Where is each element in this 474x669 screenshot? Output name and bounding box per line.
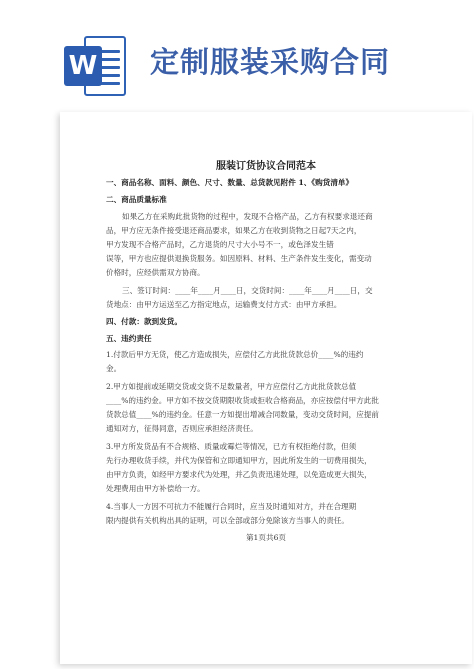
doc-line — [100, 74, 120, 77]
word-doc-icon — [64, 36, 126, 98]
page-number: 第1页共6页 — [245, 533, 287, 542]
doc-line — [100, 58, 120, 61]
paragraph-line: 甲方发现不合格产品时，乙方退货的尺寸大小号不一，或色泽发生错 — [106, 240, 334, 249]
paragraph-line: 4.当事人一方因不可抗力不能履行合同时，应当及时通知对方，并在合理期 — [106, 502, 357, 511]
paragraph-line: 金。 — [106, 364, 122, 373]
paragraph-line: 三、签订时间：____年____月____日，交货时间：____年____月____日，交 — [122, 286, 373, 295]
paragraph-line: 货地点：由甲方运送至乙方指定地点，运输费支付方式：由甲方承担。 — [106, 300, 342, 309]
banner-title: 定制服装采购合同 — [150, 45, 391, 79]
section-heading: 一、商品名称、面料、颜色、尺寸、数量、总货款见附件 1、《购货清单》 — [106, 178, 354, 187]
paragraph-line: 1.付款后甲方无货，使乙方造成损失，应偿付乙方此批货款总价____%的违约 — [106, 350, 364, 359]
document-content — [60, 112, 472, 664]
paragraph-line: 处理费用由甲方补偿给一方。 — [106, 484, 205, 493]
paragraph-line: 误等，甲方也应提供退换货服务。如因原料、材料、生产条件发生变化，需变动 — [106, 254, 372, 263]
paragraph-line: 通知对方，征得同意，否则应承担经济责任。 — [106, 424, 258, 433]
section-heading: 四、付款：款到发货。 — [106, 317, 182, 326]
paragraph-line: 如果乙方在采购此批货物的过程中，发现不合格产品，乙方有权要求退还商 — [122, 212, 373, 221]
paragraph-line: 价格时，应经供需双方协商。 — [106, 268, 205, 277]
paragraph-line: 先行办理收货手续，并代为保管和立即通知甲方，因此所发生的一切费用损失， — [106, 456, 372, 465]
section-heading: 五、违约责任 — [106, 334, 152, 343]
section-heading: 二、商品质量标准 — [106, 195, 167, 204]
paragraph-line: 限内提供有关机构出具的证明，可以全部或部分免除该方当事人的责任。 — [106, 516, 349, 525]
paragraph-line: 货款总值____%的违约金。任意一方如提出增减合同数量，变动交货时间，应提前 — [106, 410, 379, 419]
paragraph-line: 2.甲方如提前或延期交货或交货不足数量者，甲方应偿付乙方此批货款总值 — [106, 382, 357, 391]
paragraph-line: 3.甲方所发货品有不合规格、质量或霉烂等情况，已方有权拒绝付款，但须 — [106, 442, 357, 451]
paragraph-line: 由甲方负责，如经甲方要求代为处理，并乙负责迅速处理，以免造成更大损失， — [106, 470, 372, 479]
doc-line — [100, 66, 120, 69]
document-title: 服装订货协议合同范本 — [216, 161, 316, 172]
doc-line — [100, 82, 120, 85]
paragraph-line: ____%的违约金。甲方如不按交货期限收货或拒收合格商品，亦应按偿付甲方此批 — [106, 396, 379, 405]
word-letter-tile: W — [64, 46, 102, 86]
document-page — [60, 112, 472, 664]
paragraph-line: 品，甲方应无条件接受退还商品要求，如果乙方在收到货物之日起7天之内， — [106, 226, 362, 235]
doc-line — [100, 50, 120, 53]
banner — [0, 0, 474, 112]
